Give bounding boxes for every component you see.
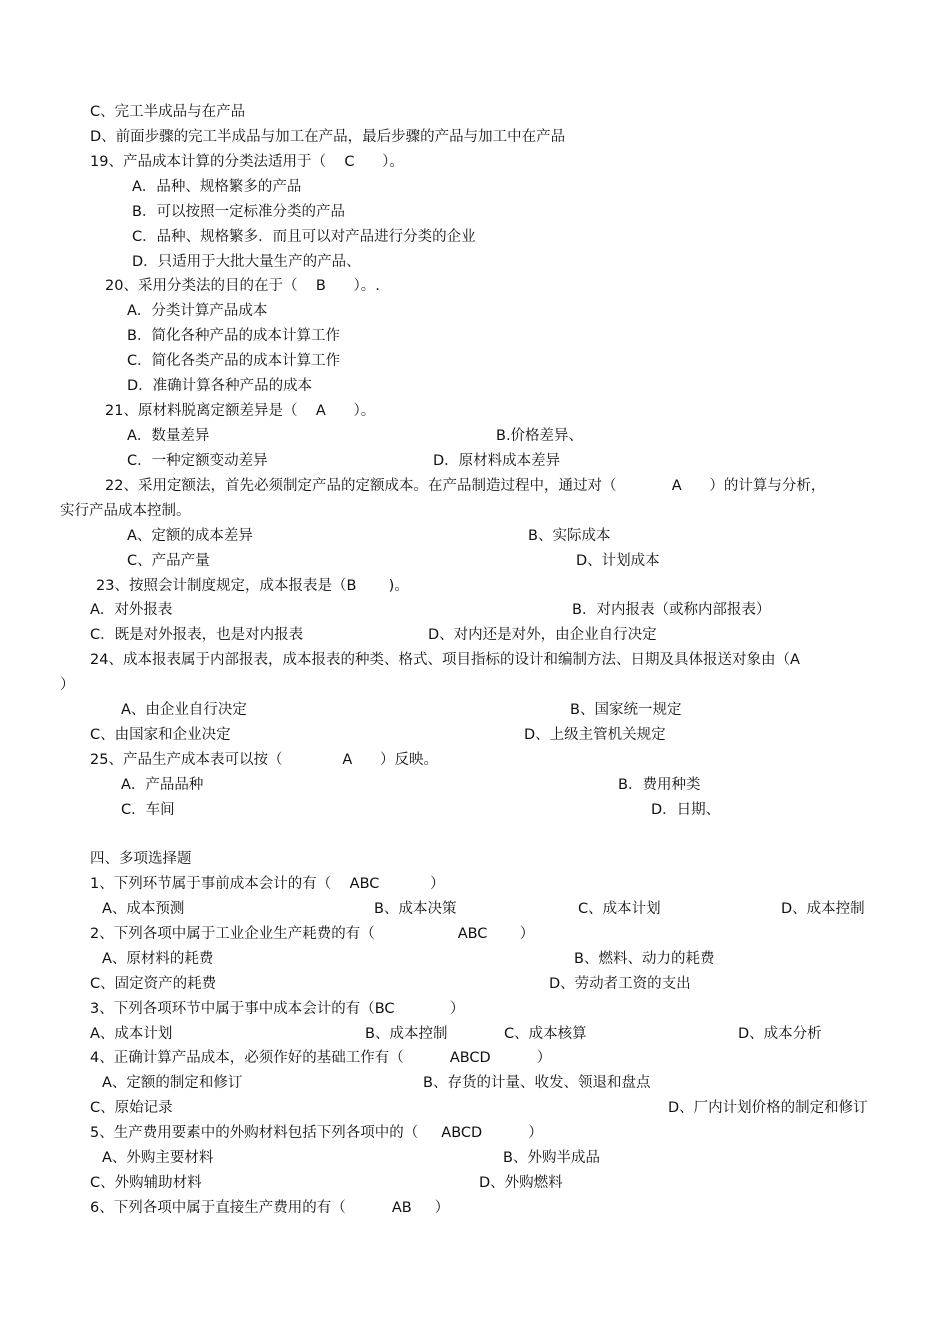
option-a: A、定额的制定和修订	[102, 1075, 243, 1091]
option-c: C、产品产量	[127, 553, 210, 569]
option-d: D、厂内计划价格的制定和修订	[668, 1100, 868, 1116]
question-m2: 2、下列各项中属于工业企业生产耗费的有（ ABC ）	[90, 926, 535, 942]
question-23: 23、按照会计制度规定，成本报表是（B )。	[96, 578, 409, 594]
option-d: D、外购燃料	[479, 1175, 563, 1191]
option-d: D．只适用于大批大量生产的产品、	[132, 254, 361, 270]
option-a: A、外购主要材料	[102, 1150, 214, 1166]
option-b: B、成本决策	[374, 901, 457, 917]
option-d: D、成本分析	[738, 1026, 822, 1042]
option-a: A、成本计划	[90, 1026, 173, 1042]
option-c: C．车间	[121, 802, 175, 818]
option-c: C、成本核算	[504, 1026, 587, 1042]
option-b: B．可以按照一定标准分类的产品	[132, 204, 345, 220]
text-line: C、完工半成品与在产品	[90, 104, 246, 120]
question-m1: 1、下列环节属于事前成本会计的有（ ABC ）	[90, 876, 445, 892]
option-c: C．一种定额变动差异	[127, 453, 268, 469]
question-m3: 3、下列各项环节中属于事中成本会计的有（BC ）	[90, 1001, 465, 1017]
option-b: B、成本控制	[365, 1026, 448, 1042]
option-b: B．对内报表（或称内部报表）	[572, 602, 771, 618]
question-24: 24、成本报表属于内部报表，成本报表的种类、格式、项目指标的设计和编制方法、日期及具体报送对象由（A	[90, 652, 800, 668]
question-m5: 5、生产费用要素中的外购材料包括下列各项中的（ ABCD ）	[90, 1125, 543, 1141]
option-b: B、存货的计量、收发、领退和盘点	[423, 1075, 651, 1091]
option-c: C、固定资产的耗费	[90, 976, 217, 992]
option-a: A．对外报表	[90, 602, 173, 618]
option-c: C．品种、规格繁多．而且可以对产品进行分类的企业	[132, 229, 476, 245]
option-d: D、计划成本	[576, 553, 660, 569]
text-line: 实行产品成本控制。	[60, 503, 191, 519]
option-d: D．原材料成本差异	[433, 453, 561, 469]
option-c: C、由国家和企业决定	[90, 727, 231, 743]
option-a: A、原材料的耗费	[102, 951, 214, 967]
option-c: C、外购辅助材料	[90, 1175, 202, 1191]
option-d: D、成本控制	[781, 901, 865, 917]
option-b: B、国家统一规定	[570, 702, 682, 718]
option-c: C．既是对外报表，也是对内报表	[90, 627, 304, 643]
option-d: D、劳动者工资的支出	[549, 976, 691, 992]
option-b: B、燃料、动力的耗费	[574, 951, 715, 967]
option-b: B．简化各种产品的成本计算工作	[127, 328, 340, 344]
text-line: D、前面步骤的完工半成品与加工在产品，最后步骤的产品与加工中在产品	[90, 129, 566, 145]
option-a: A．产品品种	[121, 777, 204, 793]
option-a: A．分类计算产品成本	[127, 303, 268, 319]
question-m4: 4、正确计算产品成本，必须作好的基础工作有（ ABCD ）	[90, 1050, 552, 1066]
option-b: B．费用种类	[618, 777, 701, 793]
option-d: D．准确计算各种产品的成本	[127, 378, 313, 394]
option-c: C．简化各类产品的成本计算工作	[127, 353, 341, 369]
section-heading: 四、多项选择题	[90, 851, 192, 867]
option-a: A．品种、规格繁多的产品	[132, 179, 302, 195]
option-a: A、成本预测	[102, 901, 185, 917]
option-a: A、定额的成本差异	[127, 528, 253, 544]
question-25: 25、产品生产成本表可以按（ A ）反映。	[90, 752, 438, 768]
question-19: 19、产品成本计算的分类法适用于（ C ）。	[90, 154, 404, 170]
option-d: D、上级主管机关规定	[524, 727, 666, 743]
question-22: 22、采用定额法，首先必须制定产品的定额成本。在产品制造过程中，通过对（ A ）的计算与分析，	[105, 478, 826, 494]
option-d: D．日期、	[651, 802, 721, 818]
option-c: C、成本计划	[578, 901, 661, 917]
option-d: D、对内还是对外，由企业自行决定	[428, 627, 657, 643]
option-b: B.价格差异、	[496, 428, 584, 444]
option-b: B、外购半成品	[503, 1150, 600, 1166]
option-c: C、原始记录	[90, 1100, 173, 1116]
option-a: A、由企业自行决定	[121, 702, 247, 718]
option-a: A．数量差异	[127, 428, 210, 444]
option-b: B、实际成本	[528, 528, 611, 544]
question-21: 21、原材料脱离定额差异是（ A ）。	[105, 403, 376, 419]
question-m6: 6、下列各项中属于直接生产费用的有（ AB ）	[90, 1200, 450, 1216]
question-20: 20、采用分类法的目的在于（ B ）。.	[105, 278, 380, 294]
text-line: ）	[60, 677, 75, 693]
